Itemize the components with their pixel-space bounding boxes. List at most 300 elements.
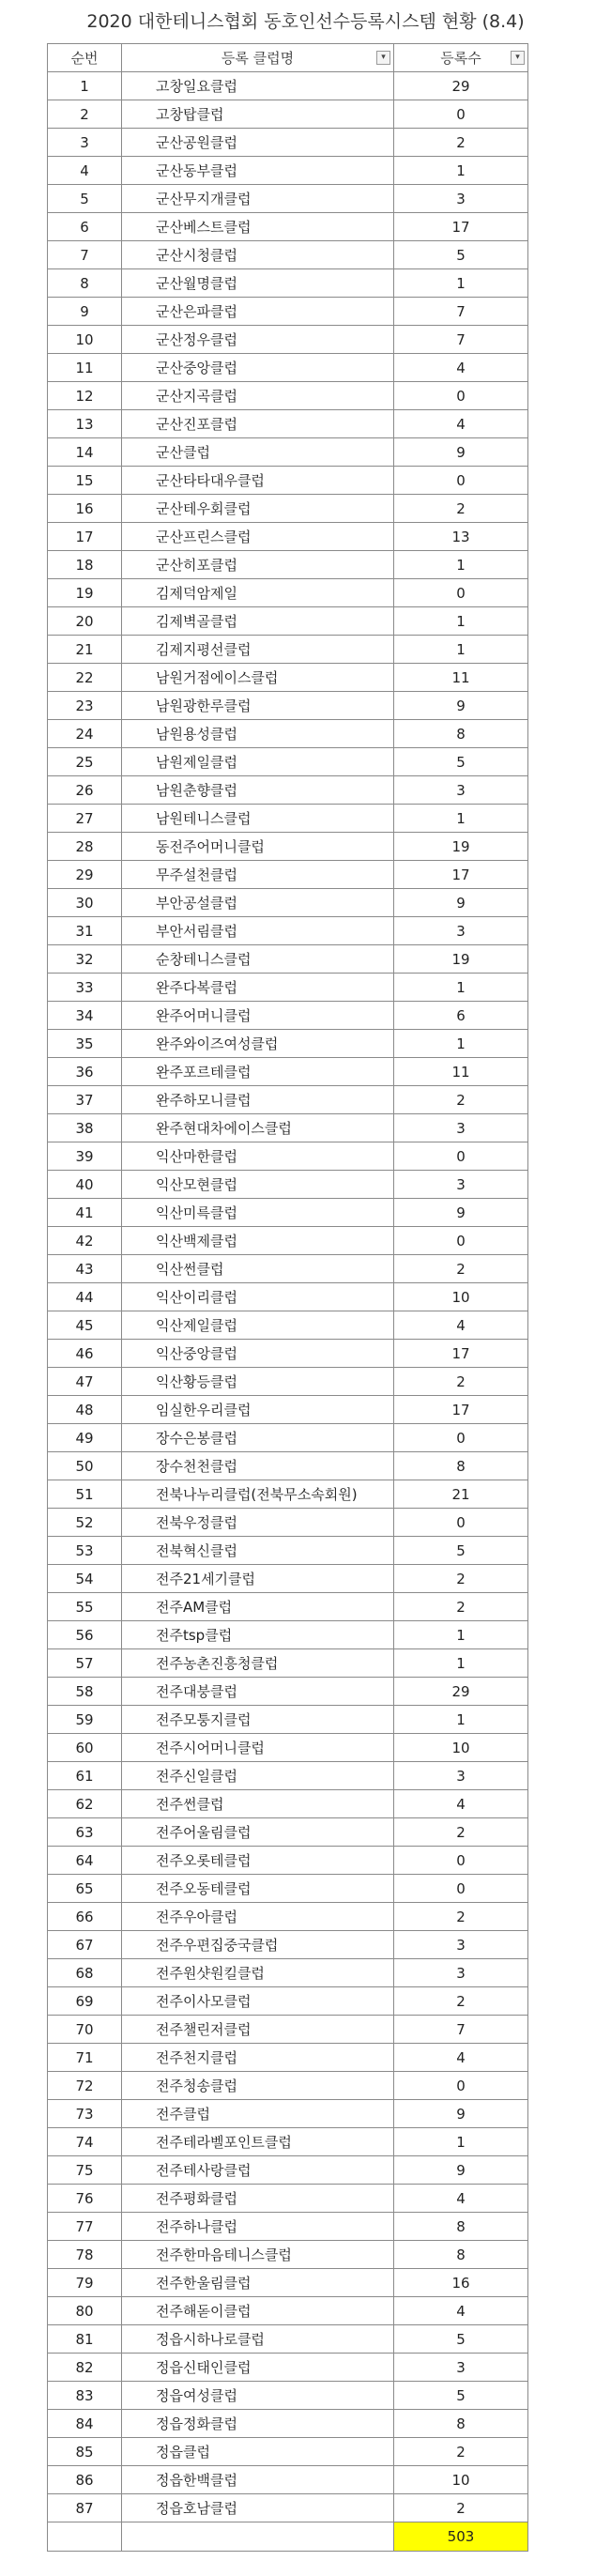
registration-count-cell[interactable]: 4: [394, 2185, 528, 2213]
row-number-cell[interactable]: 46: [48, 1340, 122, 1368]
table-row: [48, 664, 528, 692]
club-name-cell[interactable]: 전주평화클럽: [122, 2185, 394, 2213]
club-name-cell[interactable]: 전주한마음테니스클럽: [122, 2241, 394, 2269]
row-number-cell[interactable]: 47: [48, 1368, 122, 1396]
row-number-cell[interactable]: 37: [48, 1086, 122, 1114]
row-number-cell[interactable]: 56: [48, 1621, 122, 1649]
registration-count-cell[interactable]: 0: [394, 1142, 528, 1171]
registration-count-cell[interactable]: 3: [394, 1114, 528, 1142]
club-name-cell[interactable]: 김제벽골클럽: [122, 607, 394, 636]
registration-count-cell[interactable]: 2: [394, 495, 528, 523]
row-number-cell[interactable]: 81: [48, 2325, 122, 2354]
row-number-cell[interactable]: 71: [48, 2044, 122, 2072]
club-name-cell[interactable]: 전주대붕클럽: [122, 1678, 394, 1706]
header-no: 순번: [48, 44, 122, 72]
row-number-cell[interactable]: 70: [48, 2016, 122, 2044]
table-row: [48, 945, 528, 974]
registration-count-cell[interactable]: 9: [394, 692, 528, 720]
row-number-cell[interactable]: 15: [48, 467, 122, 495]
registration-count-cell[interactable]: 2: [394, 1593, 528, 1621]
registration-count-cell[interactable]: 0: [394, 382, 528, 410]
registration-count-cell[interactable]: 8: [394, 2241, 528, 2269]
row-number-cell[interactable]: 62: [48, 1790, 122, 1818]
registration-count-cell[interactable]: 5: [394, 241, 528, 269]
row-number-cell[interactable]: 25: [48, 748, 122, 776]
row-number-cell[interactable]: 54: [48, 1565, 122, 1593]
row-number-cell[interactable]: 19: [48, 579, 122, 607]
registration-count-cell[interactable]: 17: [394, 1340, 528, 1368]
registration-count-cell[interactable]: 13: [394, 523, 528, 551]
club-name-cell[interactable]: 남원용성클럽: [122, 720, 394, 748]
club-name-cell[interactable]: 완주와이즈여성클럽: [122, 1030, 394, 1058]
registration-count-cell[interactable]: 7: [394, 2016, 528, 2044]
row-number-cell[interactable]: 29: [48, 861, 122, 889]
table-row: [48, 551, 528, 579]
table-row: [48, 1255, 528, 1283]
registration-count-cell[interactable]: 10: [394, 2466, 528, 2494]
row-number-cell[interactable]: 20: [48, 607, 122, 636]
row-number-cell[interactable]: 5: [48, 185, 122, 213]
table-row: [48, 1340, 528, 1368]
row-number-cell[interactable]: 1: [48, 72, 122, 100]
row-number-cell[interactable]: 63: [48, 1818, 122, 1847]
row-number-cell[interactable]: 39: [48, 1142, 122, 1171]
row-number-cell[interactable]: 6: [48, 213, 122, 241]
row-number-cell[interactable]: 22: [48, 664, 122, 692]
registration-count-cell[interactable]: 0: [394, 1847, 528, 1875]
registration-count-cell[interactable]: 4: [394, 410, 528, 438]
club-name-cell[interactable]: 부안공설클럽: [122, 889, 394, 917]
club-name-cell[interactable]: 군산지곡클럽: [122, 382, 394, 410]
registration-count-cell[interactable]: 1: [394, 607, 528, 636]
row-number-cell[interactable]: 7: [48, 241, 122, 269]
club-name-cell[interactable]: 익산황등클럽: [122, 1368, 394, 1396]
row-number-cell[interactable]: 58: [48, 1678, 122, 1706]
row-number-cell[interactable]: 23: [48, 692, 122, 720]
registration-count-cell[interactable]: 21: [394, 1480, 528, 1509]
club-name-cell[interactable]: 전주우편집중국클럽: [122, 1931, 394, 1959]
registration-count-cell[interactable]: 4: [394, 1790, 528, 1818]
row-number-cell[interactable]: 73: [48, 2100, 122, 2128]
table-row: [48, 1875, 528, 1903]
registration-count-cell[interactable]: 1: [394, 805, 528, 833]
club-name-cell[interactable]: 익산중앙클럽: [122, 1340, 394, 1368]
registration-count-cell[interactable]: 0: [394, 2072, 528, 2100]
row-number-cell[interactable]: 30: [48, 889, 122, 917]
row-number-cell[interactable]: 31: [48, 917, 122, 945]
table-row: [48, 692, 528, 720]
club-name-cell[interactable]: 전주클럽: [122, 2100, 394, 2128]
row-number-cell[interactable]: 44: [48, 1283, 122, 1311]
row-number-cell[interactable]: 9: [48, 298, 122, 326]
club-name-cell[interactable]: 완주포르테클럽: [122, 1058, 394, 1086]
registration-count-cell[interactable]: 8: [394, 1452, 528, 1480]
club-name-cell[interactable]: 군산월명클럽: [122, 269, 394, 298]
row-number-cell[interactable]: 76: [48, 2185, 122, 2213]
row-number-cell[interactable]: 40: [48, 1171, 122, 1199]
club-name-cell[interactable]: 김제덕암제일: [122, 579, 394, 607]
club-name-cell[interactable]: 정읍시하나로클럽: [122, 2325, 394, 2354]
registration-count-cell[interactable]: 1: [394, 1030, 528, 1058]
club-name-cell[interactable]: 익산제일클럽: [122, 1311, 394, 1340]
row-number-cell[interactable]: 50: [48, 1452, 122, 1480]
registration-count-cell[interactable]: 3: [394, 185, 528, 213]
row-number-cell[interactable]: 48: [48, 1396, 122, 1424]
club-name-cell[interactable]: 전북나누리클럽(전북무소속회원): [122, 1480, 394, 1509]
row-number-cell[interactable]: 78: [48, 2241, 122, 2269]
registration-count-cell[interactable]: 10: [394, 1734, 528, 1762]
club-name-cell[interactable]: 완주하모니클럽: [122, 1086, 394, 1114]
registration-count-cell[interactable]: 3: [394, 776, 528, 805]
registration-count-cell[interactable]: 1: [394, 2128, 528, 2156]
club-name-cell[interactable]: 전주tsp클럽: [122, 1621, 394, 1649]
row-number-cell[interactable]: 33: [48, 974, 122, 1002]
club-name-cell[interactable]: 남원거점에이스클럽: [122, 664, 394, 692]
row-number-cell[interactable]: 18: [48, 551, 122, 579]
registration-count-cell[interactable]: 2: [394, 2438, 528, 2466]
table-row: [48, 720, 528, 748]
registration-count-cell[interactable]: 8: [394, 720, 528, 748]
club-name-cell[interactable]: 전주하나클럽: [122, 2213, 394, 2241]
row-number-cell[interactable]: 59: [48, 1706, 122, 1734]
club-name-cell[interactable]: 익산모현클럽: [122, 1171, 394, 1199]
club-name-cell[interactable]: 전주한울림클럽: [122, 2269, 394, 2297]
registration-count-cell[interactable]: 7: [394, 326, 528, 354]
club-name-cell[interactable]: 임실한우리클럽: [122, 1396, 394, 1424]
registration-count-cell[interactable]: 1: [394, 1621, 528, 1649]
club-name-cell[interactable]: 장수은봉클럽: [122, 1424, 394, 1452]
club-name-cell[interactable]: 군산테우회클럽: [122, 495, 394, 523]
registration-count-cell[interactable]: 0: [394, 100, 528, 129]
row-number-cell[interactable]: 26: [48, 776, 122, 805]
club-name-cell[interactable]: 전주해돋이클럽: [122, 2297, 394, 2325]
club-name-cell[interactable]: 전주AM클럽: [122, 1593, 394, 1621]
registration-count-cell[interactable]: 3: [394, 917, 528, 945]
club-name-cell[interactable]: 김제지평선클럽: [122, 636, 394, 664]
registration-count-cell[interactable]: 5: [394, 1537, 528, 1565]
registration-count-cell[interactable]: 2: [394, 1903, 528, 1931]
registration-count-cell[interactable]: 19: [394, 945, 528, 974]
row-number-cell[interactable]: 10: [48, 326, 122, 354]
registration-count-cell[interactable]: 17: [394, 213, 528, 241]
club-name-cell[interactable]: 군산시청클럽: [122, 241, 394, 269]
registration-count-cell[interactable]: 3: [394, 1171, 528, 1199]
club-name-cell[interactable]: 군산정우클럽: [122, 326, 394, 354]
registration-count-cell[interactable]: 10: [394, 1283, 528, 1311]
registration-count-cell[interactable]: 2: [394, 2494, 528, 2522]
table-row: [48, 72, 528, 100]
table-row: [48, 1368, 528, 1396]
registration-count-cell[interactable]: 16: [394, 2269, 528, 2297]
registration-count-cell[interactable]: 6: [394, 1002, 528, 1030]
club-name-cell[interactable]: 전주원샷원킬클럽: [122, 1959, 394, 1987]
table-row: [48, 974, 528, 1002]
registration-count-cell[interactable]: 8: [394, 2213, 528, 2241]
row-number-cell[interactable]: 83: [48, 2382, 122, 2410]
club-name-cell[interactable]: 전주오동테클럽: [122, 1875, 394, 1903]
registration-count-cell[interactable]: 17: [394, 861, 528, 889]
registration-count-cell[interactable]: 2: [394, 1565, 528, 1593]
table-row: [48, 410, 528, 438]
row-number-cell[interactable]: 84: [48, 2410, 122, 2438]
row-number-cell[interactable]: 49: [48, 1424, 122, 1452]
registration-count-cell[interactable]: 0: [394, 467, 528, 495]
table-row: [48, 1621, 528, 1649]
registration-count-cell[interactable]: 29: [394, 1678, 528, 1706]
club-name-cell[interactable]: 익산미륵클럽: [122, 1199, 394, 1227]
row-number-cell[interactable]: 80: [48, 2297, 122, 2325]
registration-count-cell[interactable]: 19: [394, 833, 528, 861]
row-number-cell[interactable]: 74: [48, 2128, 122, 2156]
registration-count-cell[interactable]: 3: [394, 1762, 528, 1790]
club-name-cell[interactable]: 군산클럽: [122, 438, 394, 467]
row-number-cell[interactable]: 60: [48, 1734, 122, 1762]
row-number-cell[interactable]: 2: [48, 100, 122, 129]
row-number-cell[interactable]: 61: [48, 1762, 122, 1790]
registration-count-cell[interactable]: 0: [394, 1509, 528, 1537]
club-name-cell[interactable]: 동전주어머니클럽: [122, 833, 394, 861]
registration-count-cell[interactable]: 2: [394, 1987, 528, 2016]
club-name-cell[interactable]: 전주썬클럽: [122, 1790, 394, 1818]
club-name-cell[interactable]: 전주어울림클럽: [122, 1818, 394, 1847]
registration-count-cell[interactable]: 29: [394, 72, 528, 100]
table-row: [48, 1537, 528, 1565]
club-name-cell[interactable]: 남원제일클럽: [122, 748, 394, 776]
registration-count-cell[interactable]: 0: [394, 1227, 528, 1255]
club-name-cell[interactable]: 정읍한백클럽: [122, 2466, 394, 2494]
registration-count-cell[interactable]: 1: [394, 269, 528, 298]
registration-count-cell[interactable]: 1: [394, 1649, 528, 1678]
header-count: 등록수: [440, 50, 481, 67]
row-number-cell[interactable]: 67: [48, 1931, 122, 1959]
club-name-cell[interactable]: 남원광한루클럽: [122, 692, 394, 720]
table-row: [48, 1480, 528, 1509]
registration-count-cell[interactable]: 1: [394, 157, 528, 185]
row-number-cell[interactable]: 68: [48, 1959, 122, 1987]
registration-count-cell[interactable]: 9: [394, 1199, 528, 1227]
table-row: [48, 1171, 528, 1199]
club-name-cell[interactable]: 무주설천클럽: [122, 861, 394, 889]
table-row: [48, 1086, 528, 1114]
registration-count-cell[interactable]: 3: [394, 2354, 528, 2382]
table-row: [48, 776, 528, 805]
row-number-cell[interactable]: 43: [48, 1255, 122, 1283]
registration-count-cell[interactable]: 8: [394, 2410, 528, 2438]
club-name-cell[interactable]: 정읍클럽: [122, 2438, 394, 2466]
registration-count-cell[interactable]: 9: [394, 2100, 528, 2128]
row-number-cell[interactable]: 14: [48, 438, 122, 467]
club-name-cell[interactable]: 군산무지개클럽: [122, 185, 394, 213]
club-name-cell[interactable]: 익산백제클럽: [122, 1227, 394, 1255]
row-number-cell[interactable]: 65: [48, 1875, 122, 1903]
row-number-cell[interactable]: 53: [48, 1537, 122, 1565]
row-number-cell[interactable]: 32: [48, 945, 122, 974]
club-name-cell[interactable]: 군산동부클럽: [122, 157, 394, 185]
club-name-cell[interactable]: 완주다복클럽: [122, 974, 394, 1002]
club-name-cell[interactable]: 군산타타대우클럽: [122, 467, 394, 495]
registration-count-cell[interactable]: 1: [394, 974, 528, 1002]
club-name-cell[interactable]: 군산공원클럽: [122, 129, 394, 157]
club-name-cell[interactable]: 전주천지클럽: [122, 2044, 394, 2072]
row-number-cell[interactable]: 35: [48, 1030, 122, 1058]
club-name-cell[interactable]: 전주농촌진흥청클럽: [122, 1649, 394, 1678]
table-row: [48, 241, 528, 269]
registration-count-cell[interactable]: 9: [394, 2156, 528, 2185]
table-row: [48, 382, 528, 410]
club-name-cell[interactable]: 전주모퉁지클럽: [122, 1706, 394, 1734]
table-row: [48, 2156, 528, 2185]
row-number-cell[interactable]: 69: [48, 1987, 122, 2016]
registration-count-cell[interactable]: 2: [394, 1086, 528, 1114]
row-number-cell[interactable]: 17: [48, 523, 122, 551]
row-number-cell[interactable]: 57: [48, 1649, 122, 1678]
club-name-cell[interactable]: 전주우아클럽: [122, 1903, 394, 1931]
registration-count-cell[interactable]: 1: [394, 1706, 528, 1734]
registration-count-cell[interactable]: 2: [394, 129, 528, 157]
club-name-cell[interactable]: 정읍호남클럽: [122, 2494, 394, 2522]
row-number-cell[interactable]: 41: [48, 1199, 122, 1227]
name-filter-dropdown-icon[interactable]: ▾: [376, 51, 390, 65]
registration-count-cell[interactable]: 11: [394, 1058, 528, 1086]
registration-count-cell[interactable]: 9: [394, 438, 528, 467]
row-number-cell[interactable]: 87: [48, 2494, 122, 2522]
row-number-cell[interactable]: 52: [48, 1509, 122, 1537]
row-number-cell[interactable]: 27: [48, 805, 122, 833]
club-name-cell[interactable]: 완주현대차에이스클럽: [122, 1114, 394, 1142]
club-name-cell[interactable]: 정읍여성클럽: [122, 2382, 394, 2410]
row-number-cell[interactable]: 72: [48, 2072, 122, 2100]
row-number-cell[interactable]: 28: [48, 833, 122, 861]
club-name-cell[interactable]: 장수천천클럽: [122, 1452, 394, 1480]
registration-count-cell[interactable]: 9: [394, 889, 528, 917]
registration-count-cell[interactable]: 11: [394, 664, 528, 692]
total-empty-cell: [122, 2522, 394, 2552]
row-number-cell[interactable]: 3: [48, 129, 122, 157]
club-name-cell[interactable]: 익산이리클럽: [122, 1283, 394, 1311]
registration-count-cell[interactable]: 1: [394, 551, 528, 579]
club-name-cell[interactable]: 전주신일클럽: [122, 1762, 394, 1790]
registration-count-cell[interactable]: 0: [394, 1424, 528, 1452]
club-name-cell[interactable]: 익산마한클럽: [122, 1142, 394, 1171]
club-name-cell[interactable]: 전주청송클럽: [122, 2072, 394, 2100]
registration-count-cell[interactable]: 3: [394, 1931, 528, 1959]
registration-count-cell[interactable]: 0: [394, 1875, 528, 1903]
registration-count-cell[interactable]: 1: [394, 636, 528, 664]
registration-count-cell[interactable]: 2: [394, 1255, 528, 1283]
club-name-cell[interactable]: 정읍신태인클럽: [122, 2354, 394, 2382]
total-sum-cell[interactable]: 503: [394, 2522, 528, 2552]
club-name-cell[interactable]: 군산베스트클럽: [122, 213, 394, 241]
table-row: [48, 579, 528, 607]
count-filter-dropdown-icon[interactable]: ▾: [511, 51, 525, 65]
row-number-cell[interactable]: 34: [48, 1002, 122, 1030]
row-number-cell[interactable]: 45: [48, 1311, 122, 1340]
registration-count-cell[interactable]: 3: [394, 1959, 528, 1987]
row-number-cell[interactable]: 77: [48, 2213, 122, 2241]
club-name-cell[interactable]: 부안서림클럽: [122, 917, 394, 945]
registration-count-cell[interactable]: 7: [394, 298, 528, 326]
row-number-cell[interactable]: 12: [48, 382, 122, 410]
row-number-cell[interactable]: 51: [48, 1480, 122, 1509]
row-number-cell[interactable]: 66: [48, 1903, 122, 1931]
row-number-cell[interactable]: 13: [48, 410, 122, 438]
row-number-cell[interactable]: 42: [48, 1227, 122, 1255]
registration-count-cell[interactable]: 5: [394, 2325, 528, 2354]
club-name-cell[interactable]: 순창테니스클럽: [122, 945, 394, 974]
table-row: [48, 1509, 528, 1537]
registration-count-cell[interactable]: 4: [394, 2297, 528, 2325]
club-name-cell[interactable]: 군산중앙클럽: [122, 354, 394, 382]
registration-count-cell[interactable]: 2: [394, 1818, 528, 1847]
table-row: [48, 1987, 528, 2016]
table-row: [48, 2410, 528, 2438]
club-name-cell[interactable]: 군산진포클럽: [122, 410, 394, 438]
club-name-cell[interactable]: 전주테라벨포인트클럽: [122, 2128, 394, 2156]
club-name-cell[interactable]: 남원테니스클럽: [122, 805, 394, 833]
table-row: [48, 1424, 528, 1452]
row-number-cell[interactable]: 82: [48, 2354, 122, 2382]
row-number-cell[interactable]: 55: [48, 1593, 122, 1621]
club-name-cell[interactable]: 군산히포클럽: [122, 551, 394, 579]
row-number-cell[interactable]: 24: [48, 720, 122, 748]
club-name-cell[interactable]: 전주21세기클럽: [122, 1565, 394, 1593]
club-name-cell[interactable]: 완주어머니클럽: [122, 1002, 394, 1030]
row-number-cell[interactable]: 79: [48, 2269, 122, 2297]
row-number-cell[interactable]: 8: [48, 269, 122, 298]
registration-count-cell[interactable]: 0: [394, 579, 528, 607]
registration-count-cell[interactable]: 4: [394, 1311, 528, 1340]
club-name-cell[interactable]: 전주챌린저클럽: [122, 2016, 394, 2044]
registration-count-cell[interactable]: 5: [394, 2382, 528, 2410]
club-name-cell[interactable]: 전주테사랑클럽: [122, 2156, 394, 2185]
row-number-cell[interactable]: 85: [48, 2438, 122, 2466]
row-number-cell[interactable]: 21: [48, 636, 122, 664]
row-number-cell[interactable]: 16: [48, 495, 122, 523]
table-row: [48, 917, 528, 945]
registration-count-cell[interactable]: 4: [394, 2044, 528, 2072]
club-name-cell[interactable]: 전주오롯테클럽: [122, 1847, 394, 1875]
table-row: [48, 1706, 528, 1734]
club-name-cell[interactable]: 전북우정클럽: [122, 1509, 394, 1537]
table-row: [48, 298, 528, 326]
row-number-cell[interactable]: 75: [48, 2156, 122, 2185]
club-name-cell[interactable]: 전주시어머니클럽: [122, 1734, 394, 1762]
table-row: [48, 2297, 528, 2325]
row-number-cell[interactable]: 11: [48, 354, 122, 382]
row-number-cell[interactable]: 38: [48, 1114, 122, 1142]
row-number-cell[interactable]: 86: [48, 2466, 122, 2494]
table-row: [48, 213, 528, 241]
registration-count-cell[interactable]: 17: [394, 1396, 528, 1424]
club-name-cell[interactable]: 전북혁신클럽: [122, 1537, 394, 1565]
club-name-cell[interactable]: 고창일요클럽: [122, 72, 394, 100]
table-row: [48, 1565, 528, 1593]
registration-count-cell[interactable]: 4: [394, 354, 528, 382]
club-name-cell[interactable]: 전주이사모클럽: [122, 1987, 394, 2016]
row-number-cell[interactable]: 36: [48, 1058, 122, 1086]
row-number-cell[interactable]: 64: [48, 1847, 122, 1875]
club-name-cell[interactable]: 군산은파클럽: [122, 298, 394, 326]
row-number-cell[interactable]: 4: [48, 157, 122, 185]
club-name-cell[interactable]: 군산프린스클럽: [122, 523, 394, 551]
club-name-cell[interactable]: 남원춘향클럽: [122, 776, 394, 805]
club-name-cell[interactable]: 고창탑클럽: [122, 100, 394, 129]
club-name-cell[interactable]: 정읍정화클럽: [122, 2410, 394, 2438]
registration-count-cell[interactable]: 5: [394, 748, 528, 776]
table-row: [48, 2466, 528, 2494]
registration-count-cell[interactable]: 2: [394, 1368, 528, 1396]
club-name-cell[interactable]: 익산썬클럽: [122, 1255, 394, 1283]
